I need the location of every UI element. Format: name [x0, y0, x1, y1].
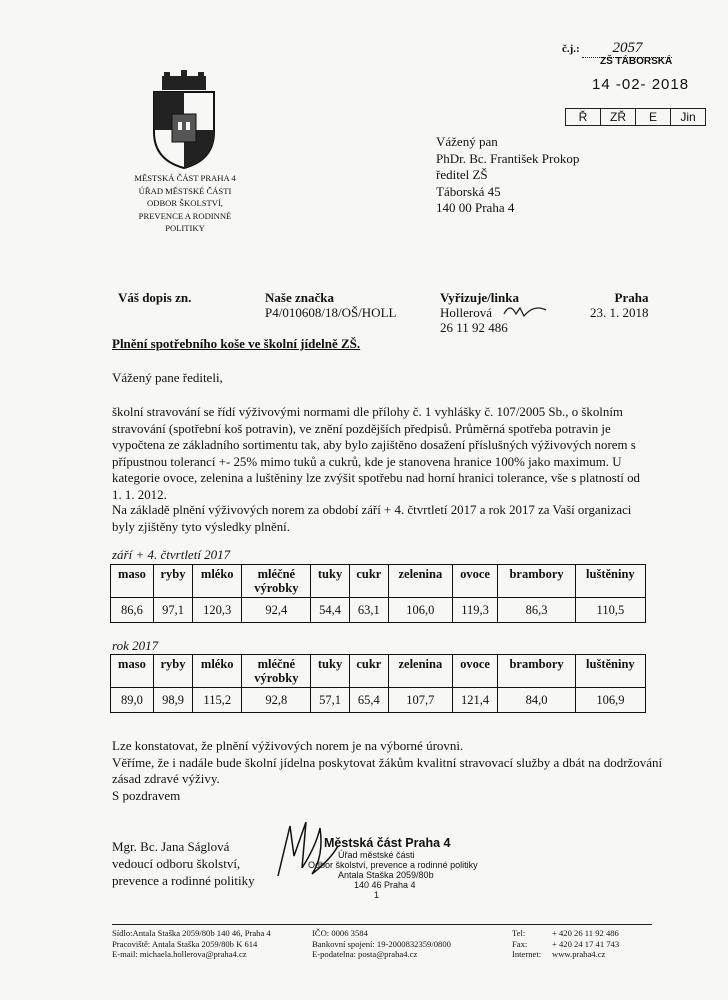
- closing-line: Věříme, že i nadále bude školní jídelna poskytovat žákům kvalitní stravovací služby a dbát na dodržování zásad zdravé výživy.: [112, 754, 663, 786]
- your-letter-label: Váš dopis zn.: [118, 290, 192, 305]
- letter-paragraph-1: školní stravování se řídí výživovými normami dle přílohy č. 1 vyhlášky č. 107/2005 Sb., o školním stravování (spotřební koš potravin), ve znění pozdějších předpisů. Průměrná spotřeba potravin je vypočtena ze základního sortimentu tak, aby bylo zajištěno dosažení příslušných výživových norem s přípustnou tolerancí +- 25% mimo tuků a cukrů, kde je stanovena hranice 100% jako maximum. U kategorie ovoce, zelenina a luštěniny lze zvýšit spotřebu nad horní hranici tolerance, vše s platností od 1. 1. 2012.: [112, 405, 640, 502]
- our-ref-value: P4/010608/18/OŠ/HOLL: [265, 305, 397, 320]
- table-cell: 86,3: [498, 598, 575, 623]
- col-header: mléko: [193, 565, 242, 598]
- col-header: ryby: [153, 655, 192, 688]
- authority-line: ÚŘAD MĚSTSKÉ ČÁSTI: [138, 185, 232, 196]
- initials-signature-icon: [500, 300, 550, 322]
- stamp-line: Odbor školství, prevence a rodinné politiky: [308, 860, 478, 870]
- col-header: ovoce: [452, 655, 498, 688]
- registry-boxes: [566, 108, 706, 126]
- table-header-row: [111, 655, 646, 688]
- footer-web: www.praha4.cz: [552, 949, 606, 959]
- letter-subject: Plnění spotřebního koše ve školní jídelně ZŠ.: [112, 336, 361, 351]
- footer-address: Sídlo:Antala Staška 2059/80b 140 46, Praha 4: [112, 928, 271, 938]
- addressee-line: 140 00 Praha 4: [436, 200, 515, 215]
- closing-block: [112, 738, 672, 804]
- table-cell: 65,4: [349, 688, 388, 713]
- table-cell: 120,3: [193, 598, 242, 623]
- signer-name: Mgr. Bc. Jana Ságlová: [112, 839, 230, 854]
- footer-email: E-mail: michaela.hollerova@praha4.cz: [112, 949, 247, 959]
- authority-line: ODBOR ŠKOLSTVÍ,: [147, 198, 223, 208]
- authority-line: POLITIKY: [165, 223, 205, 233]
- table-cell: 115,2: [193, 688, 242, 713]
- table2: [110, 654, 646, 713]
- footer-right: [512, 928, 619, 960]
- registry-box: ZŘ: [600, 108, 636, 126]
- registry-box: Jin: [670, 108, 706, 126]
- letter-date: 23. 1. 2018: [590, 305, 649, 320]
- addressee-block: [436, 134, 579, 217]
- footer-epodatelna: E-podatelna: posta@praha4.cz: [312, 949, 418, 959]
- authority-line: PREVENCE A RODINNÉ: [138, 210, 232, 221]
- addressee-line: Vážený pan: [436, 134, 498, 149]
- authority-block: [110, 172, 260, 235]
- registry-date: 14 -02- 2018: [592, 76, 690, 93]
- footer-fax-label: Fax:: [512, 938, 528, 949]
- authority-line: MĚSTSKÁ ČÁST PRAHA 4: [134, 173, 236, 183]
- col-header: luštěniny: [575, 655, 645, 688]
- col-header: brambory: [498, 655, 575, 688]
- table-header-row: [111, 565, 646, 598]
- letter-greeting: Vážený pane řediteli,: [112, 370, 223, 385]
- stamp-line: Úřad městské části: [338, 850, 415, 860]
- table-cell: 119,3: [452, 598, 498, 623]
- table-cell: 57,1: [311, 688, 349, 713]
- col-header: ovoce: [452, 565, 498, 598]
- signer-block: [112, 838, 255, 889]
- col-header: brambory: [498, 565, 575, 598]
- table-cell: 89,0: [111, 688, 154, 713]
- stamp-line: 1: [374, 890, 380, 900]
- col-header: maso: [111, 655, 154, 688]
- addressee-line: PhDr. Bc. František Prokop: [436, 150, 580, 166]
- table-cell: 84,0: [498, 688, 575, 713]
- registry-number: 2057: [582, 40, 672, 58]
- table-row: [111, 688, 646, 713]
- col-header: mléčné výrobky: [242, 655, 311, 688]
- col-header: zelenina: [388, 655, 452, 688]
- col-header: ryby: [153, 565, 192, 598]
- col-header: luštěniny: [575, 565, 645, 598]
- col-header: zelenina: [388, 565, 452, 598]
- table1: [110, 564, 646, 623]
- signer-role: vedoucí odboru školství,: [112, 856, 241, 871]
- footer-tel-label: Tel:: [512, 928, 526, 938]
- registry-box: E: [635, 108, 671, 126]
- footer-ico: IČO: 0006 3584: [312, 928, 368, 938]
- table-cell: 107,7: [388, 688, 452, 713]
- table-cell: 63,1: [349, 598, 388, 623]
- handled-by-name: Hollerová: [440, 305, 492, 320]
- coat-of-arms-icon: [148, 70, 220, 170]
- footer-tel: + 420 26 11 92 486: [552, 928, 619, 938]
- table-cell: 92,4: [242, 598, 311, 623]
- footer-middle: [312, 928, 451, 960]
- footer-fax: + 420 24 17 41 743: [552, 938, 620, 949]
- stamp-title: Městská část Praha 4: [324, 836, 451, 850]
- stamp-line: Antala Staška 2059/80b: [338, 870, 434, 880]
- addressee-line: ředitel ZŠ: [436, 167, 488, 182]
- handled-by-label: Vyřizuje/linka: [440, 290, 519, 305]
- table2-caption: rok 2017: [112, 638, 159, 653]
- place-label: Praha: [614, 290, 649, 305]
- addressee-line: Táborská 45: [436, 183, 501, 199]
- footer-divider: [112, 924, 652, 925]
- stamp-line: 140 46 Praha 4: [354, 880, 416, 890]
- your-letter-ref: [118, 290, 191, 305]
- table-cell: 97,1: [153, 598, 192, 623]
- col-header: tuky: [311, 565, 349, 598]
- closing-regards: S pozdravem: [112, 787, 181, 803]
- table-cell: 106,0: [388, 598, 452, 623]
- col-header: cukr: [349, 565, 388, 598]
- footer-web-label: Internet:: [512, 949, 542, 959]
- letter-paragraph-2: Na základě plnění výživových norem za období září + 4. čtvrtletí 2017 a rok 2017 za Vaší organizaci byly zjištěny tyto výsledky plnění.: [112, 503, 632, 534]
- footer-workplace: Pracoviště: Antala Staška 2059/80b K 614: [112, 938, 258, 949]
- col-header: cukr: [349, 655, 388, 688]
- closing-line: Lze konstatovat, že plnění výživových norem je na výborné úrovni.: [112, 738, 464, 753]
- our-ref-label: Naše značka: [265, 290, 334, 305]
- table-cell: 98,9: [153, 688, 192, 713]
- table-row: [111, 598, 646, 623]
- footer-left: [112, 928, 271, 960]
- table-cell: 86,6: [111, 598, 154, 623]
- table-cell: 121,4: [452, 688, 498, 713]
- signer-role: prevence a rodinné politiky: [112, 873, 255, 888]
- col-header: tuky: [311, 655, 349, 688]
- col-header: mléko: [193, 655, 242, 688]
- registry-number-label: č.j.:: [562, 43, 580, 55]
- place-date: [590, 290, 649, 320]
- registry-school: ZŠ TÁBORSKÁ: [600, 56, 673, 67]
- official-stamp: [296, 836, 496, 916]
- col-header: maso: [111, 565, 154, 598]
- registry-box: Ř: [565, 108, 601, 126]
- table-cell: 106,9: [575, 688, 645, 713]
- table-cell: 92,8: [242, 688, 311, 713]
- table-cell: 54,4: [311, 598, 349, 623]
- table-cell: 110,5: [575, 598, 645, 623]
- handled-by-phone: 26 11 92 486: [440, 320, 508, 335]
- our-ref: [265, 290, 396, 320]
- footer-bank: Bankovní spojení: 19-2000832359/0800: [312, 938, 451, 949]
- table1-caption: září + 4. čtvrtletí 2017: [112, 547, 231, 562]
- col-header: mléčné výrobky: [242, 565, 311, 598]
